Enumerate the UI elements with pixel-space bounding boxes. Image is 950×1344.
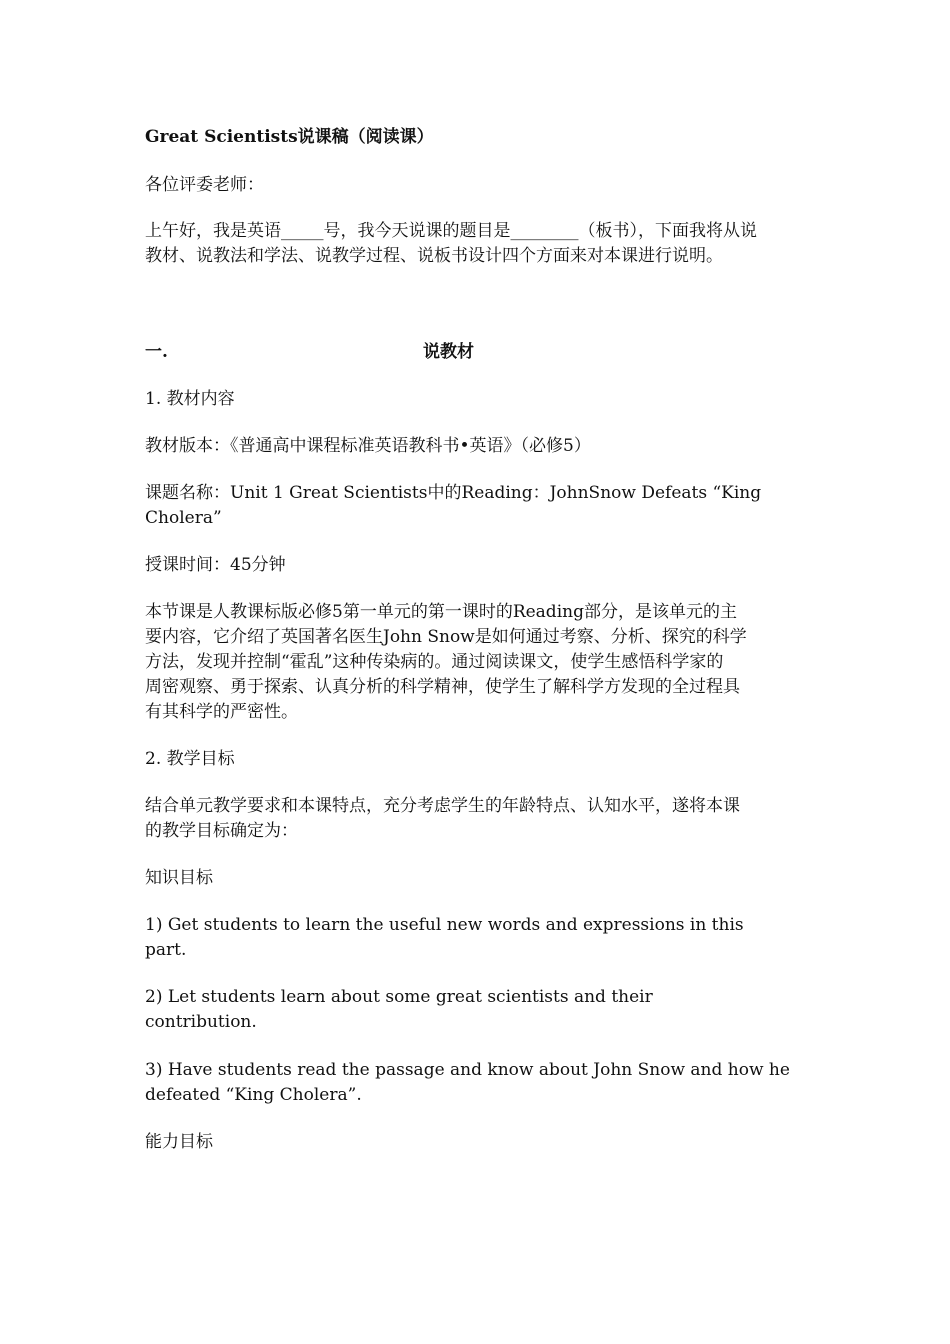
knowledge-goal-heading: 知识目标 [145,868,213,888]
description-line-4: 周密观察、勇于探索、认真分析的科学精神，使学生了解科学方发现的全过程具 [145,677,740,697]
textbook-edition: 教材版本：《普通高中课程标准英语教科书•英语》（必修5） [145,436,591,456]
topic-line-2: Cholera” [145,508,222,528]
section-number: 一. [145,342,168,362]
goals-intro-line-2: 的教学目标确定为： [145,821,298,841]
greeting: 各位评委老师： [145,175,264,195]
goal-item-1-line-1: 1) Get students to learn the useful new words and expressions in this [145,915,744,935]
subheading-goals: 2. 教学目标 [145,749,235,769]
goal-item-1-line-2: part. [145,940,187,960]
goals-intro-line-1: 结合单元教学要求和本课特点，充分考虑学生的年龄特点、认知水平，遂将本课 [145,796,740,816]
description-line-3: 方法，发现并控制“霍乱”这种传染病的。通过阅读课文，使学生感悟科学家的 [145,652,724,672]
document-title: Great Scientists说课稿（阅读课） [145,127,434,147]
goal-item-3-line-1: 3) Have students read the passage and know about John Snow and how he [145,1060,790,1080]
intro-line-2: 教材、说教法和学法、说教学过程、说板书设计四个方面来对本课进行说明。 [145,246,723,266]
goal-item-3-line-2: defeated “King Cholera”. [145,1085,362,1105]
section-heading [145,340,809,365]
description-line-5: 有其科学的严密性。 [145,702,298,722]
description-line-1: 本节课是人教课标版必修5第一单元的第一课时的Reading部分，是该单元的主 [145,602,737,622]
lesson-time: 授课时间：45分钟 [145,555,286,575]
document-page [145,0,809,1344]
topic-line-1: 课题名称：Unit 1 Great Scientists中的Reading：JohnSnow Defeats “King [145,483,762,503]
subheading-content: 1. 教材内容 [145,389,235,409]
intro-line-1: 上午好，我是英语_____号，我今天说课的题目是________（板书），下面我将从说 [145,221,757,241]
goal-item-2-line-2: contribution. [145,1012,257,1032]
ability-goal-heading: 能力目标 [145,1132,213,1152]
goal-item-2-line-1: 2) Let students learn about some great scientists and their [145,987,653,1007]
description-line-2: 要内容，它介绍了英国著名医生John Snow是如何通过考察、分析、探究的科学 [145,627,747,647]
section-title: 说教材 [423,342,474,362]
